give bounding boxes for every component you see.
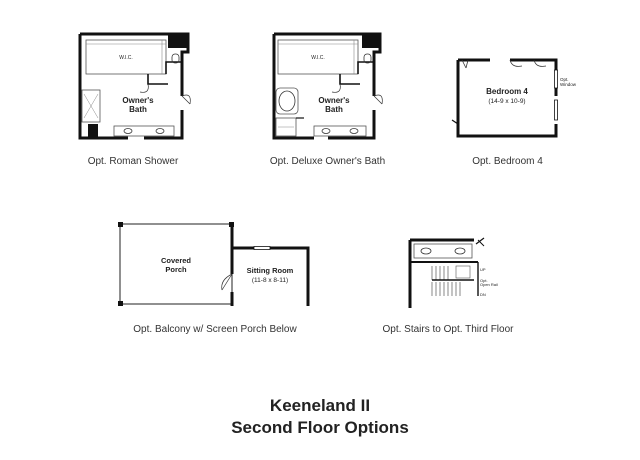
caption-deluxe-bath: Opt. Deluxe Owner's Bath <box>269 156 386 167</box>
caption-stairs: Opt. Stairs to Opt. Third Floor <box>382 324 514 335</box>
plan-stairs <box>404 236 498 316</box>
caption-bedroom4: Opt. Bedroom 4 <box>472 156 543 167</box>
sitting-room-dims: (11-8 x 8-11) <box>251 277 289 284</box>
wic-label: W.I.C. <box>311 55 325 61</box>
title-line2: Second Floor Options <box>231 418 409 437</box>
porch-label: Porch <box>165 265 187 274</box>
plan-roman-shower <box>78 32 194 142</box>
sitting-room-label: Sitting Room <box>246 266 294 275</box>
stairs-up-label: UP <box>480 267 486 272</box>
bedroom4-dims: (14-9 x 10-9) <box>488 98 526 105</box>
stairs-dn-label: DN <box>480 292 486 297</box>
caption-balcony: Opt. Balcony w/ Screen Porch Below <box>133 324 297 335</box>
bath-label: Bath <box>325 105 343 114</box>
plan-bedroom4 <box>450 56 580 142</box>
open-rail-label: Opt. <box>480 278 488 283</box>
covered-label: Covered <box>160 256 192 265</box>
open-rail-label-2: Open Rail <box>480 282 498 287</box>
title-line1: Keeneland II <box>269 396 371 415</box>
opt-window-label: Opt. <box>560 77 569 82</box>
bedroom4-label: Bedroom 4 <box>486 87 528 96</box>
plan-deluxe-bath <box>270 32 386 142</box>
wic-label: W.I.C. <box>119 55 133 61</box>
owners-label: Owner's <box>318 96 350 105</box>
owners-label: Owner's <box>122 96 154 105</box>
plan-balcony <box>114 220 314 312</box>
opt-window-label-2: Window <box>560 82 577 87</box>
caption-roman-shower: Opt. Roman Shower <box>87 156 179 167</box>
bath-label: Bath <box>129 105 147 114</box>
